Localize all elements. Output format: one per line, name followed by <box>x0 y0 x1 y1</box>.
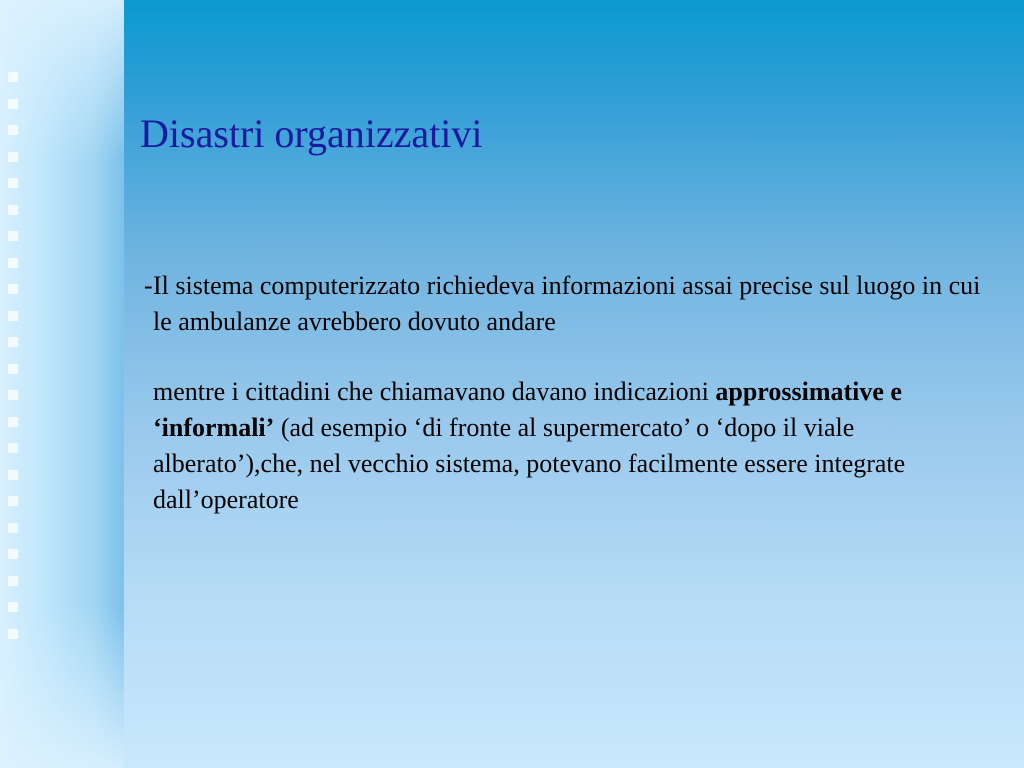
decorative-square <box>8 99 18 109</box>
paragraph-2-text-end: (ad esempio ‘di fronte al supermercato’ o ‘dopo il viale alberato’),che, nel vecchio sistema, potevano facilmente essere integrate dall’operatore <box>153 413 906 514</box>
paragraph-citizens-directions <box>146 374 996 518</box>
decorative-square <box>8 72 18 82</box>
decorative-square <box>8 205 18 215</box>
decorative-square <box>8 629 18 639</box>
decorative-square <box>8 602 18 612</box>
decorative-square <box>8 258 18 268</box>
decorative-square <box>8 178 18 188</box>
decorative-square-column <box>8 72 32 672</box>
decorative-square <box>8 496 18 506</box>
decorative-square <box>8 364 18 374</box>
decorative-square <box>8 549 18 559</box>
paragraph-ambulance-system <box>146 268 996 340</box>
decorative-square <box>8 152 18 162</box>
decorative-square <box>8 125 18 135</box>
paragraph-2-bold-text: approssimative e ‘informali’ <box>153 377 902 442</box>
decorative-square <box>8 337 18 347</box>
decorative-square <box>8 390 18 400</box>
slide-body <box>146 268 996 518</box>
slide-title: Disastri organizzativi <box>140 111 483 156</box>
decorative-square <box>8 417 18 427</box>
decorative-square <box>8 443 18 453</box>
dash-bullet-icon: - <box>144 271 153 300</box>
decorative-square <box>8 231 18 241</box>
decorative-square <box>8 284 18 294</box>
decorative-left-strip <box>0 0 124 768</box>
decorative-square <box>8 576 18 586</box>
decorative-square <box>8 311 18 321</box>
paragraph-1-text: Il sistema computerizzato richiedeva informazioni assai precise sul luogo in cui le ambulanze avrebbero dovuto andare <box>153 271 981 336</box>
decorative-square <box>8 523 18 533</box>
paragraph-2-text-start: mentre i cittadini che chiamavano davano indicazioni <box>153 377 716 406</box>
decorative-square <box>8 470 18 480</box>
